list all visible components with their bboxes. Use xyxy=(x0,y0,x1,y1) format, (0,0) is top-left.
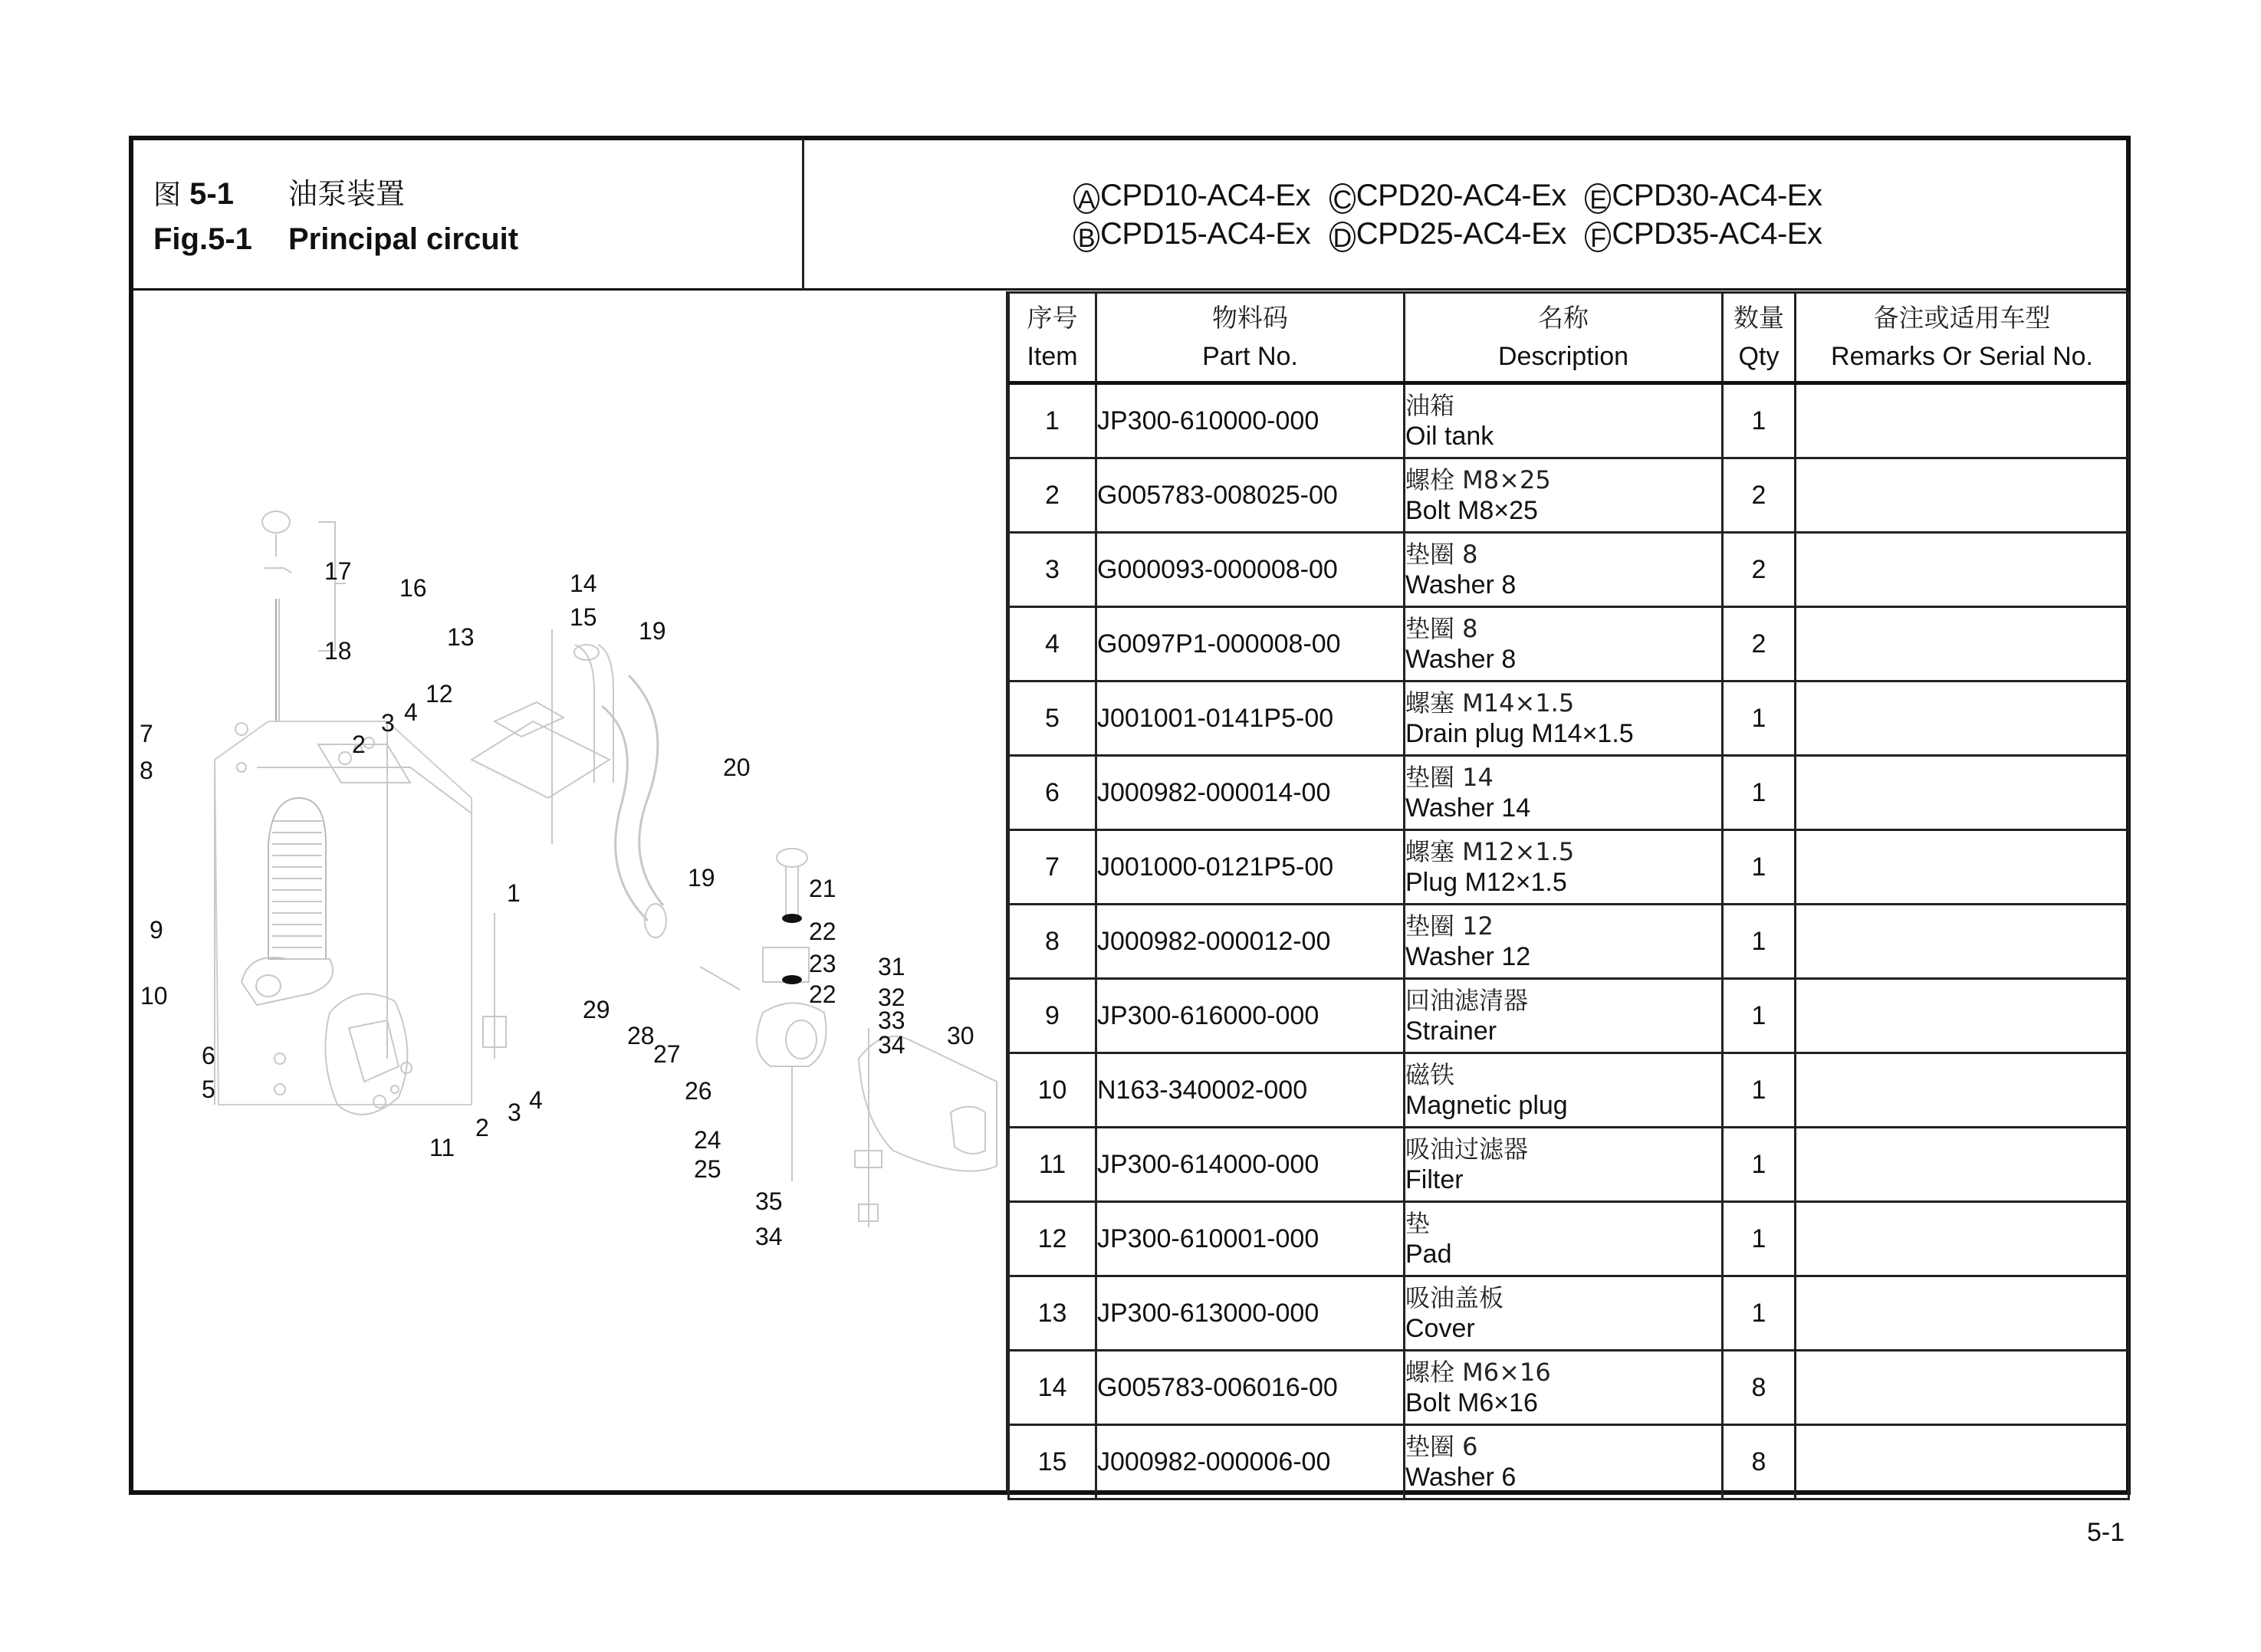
cell-item: 6 xyxy=(1009,756,1096,830)
cell-part-no: N163-340002-000 xyxy=(1096,1053,1405,1128)
model-d xyxy=(1329,215,1566,253)
callout-label: 21 xyxy=(809,875,836,902)
description-cn: 磁铁 xyxy=(1405,1060,1455,1089)
cell-part-no: G0097P1-000008-00 xyxy=(1096,607,1405,681)
circled-letter-icon: A xyxy=(1073,183,1099,214)
cell-item: 10 xyxy=(1009,1053,1096,1128)
cell-qty: 1 xyxy=(1723,1276,1796,1351)
callout-label: 3 xyxy=(508,1099,521,1126)
callout-label: 16 xyxy=(399,574,427,602)
column-header-description xyxy=(1405,293,1723,383)
circled-letter-icon: F xyxy=(1585,222,1611,252)
cell-qty: 1 xyxy=(1723,830,1796,905)
cell-qty: 2 xyxy=(1723,607,1796,681)
table-header-row xyxy=(1009,293,2129,383)
cell-part-no: JP300-614000-000 xyxy=(1096,1128,1405,1202)
cell-remarks xyxy=(1796,1202,2129,1276)
cell-remarks xyxy=(1796,1425,2129,1499)
cell-item: 9 xyxy=(1009,979,1096,1053)
description-cn: 螺塞 M14×1.5 xyxy=(1405,688,1575,718)
callout-label: 5 xyxy=(202,1076,215,1103)
callout-label: 26 xyxy=(685,1077,712,1105)
description-cn: 垫圈 12 xyxy=(1405,911,1494,941)
description-en: Washer 8 xyxy=(1405,570,1517,599)
cell-qty: 8 xyxy=(1723,1425,1796,1499)
cell-remarks xyxy=(1796,979,2129,1053)
cell-remarks xyxy=(1796,1276,2129,1351)
description-cn: 回油滤清器 xyxy=(1405,986,1529,1015)
cell-item: 15 xyxy=(1009,1425,1096,1499)
table-row xyxy=(1009,607,2129,681)
callout-label: 6 xyxy=(202,1042,215,1069)
table-row xyxy=(1009,533,2129,607)
cell-remarks xyxy=(1796,681,2129,756)
cell-part-no: JP300-613000-000 xyxy=(1096,1276,1405,1351)
models-row-1 xyxy=(1073,176,1901,215)
callout-label: 19 xyxy=(639,617,666,645)
description-en: Oil tank xyxy=(1405,422,1494,451)
cell-item: 14 xyxy=(1009,1351,1096,1425)
table-row xyxy=(1009,1276,2129,1351)
header-cn: 数量 xyxy=(1734,303,1784,333)
callout-label: 19 xyxy=(688,864,715,892)
callout-label: 27 xyxy=(653,1040,681,1068)
cell-description xyxy=(1405,905,1723,979)
callout-label: 10 xyxy=(140,982,168,1010)
washer-22-lower xyxy=(782,975,802,984)
callout-label: 31 xyxy=(878,953,905,980)
table-row xyxy=(1009,979,2129,1053)
cell-item: 4 xyxy=(1009,607,1096,681)
cell-qty: 2 xyxy=(1723,533,1796,607)
column-header-part-no xyxy=(1096,293,1405,383)
diagram-drawing xyxy=(134,292,1006,1490)
circled-letter-icon: E xyxy=(1585,183,1611,214)
model-name: CPD25-AC4-Ex xyxy=(1356,217,1566,251)
description-en: Bolt M8×25 xyxy=(1405,496,1538,525)
callout-label: 28 xyxy=(627,1022,655,1049)
description-cn: 垫 xyxy=(1405,1209,1431,1238)
header-cn: 序号 xyxy=(1027,303,1078,333)
callout-label: 8 xyxy=(140,757,153,784)
callout-label: 33 xyxy=(878,1007,905,1034)
cell-item: 3 xyxy=(1009,533,1096,607)
cell-remarks xyxy=(1796,830,2129,905)
table-row xyxy=(1009,383,2129,458)
cell-remarks xyxy=(1796,383,2129,458)
header-cn: 物料码 xyxy=(1212,303,1288,333)
parts-table xyxy=(1007,291,2130,1500)
cell-item: 11 xyxy=(1009,1128,1096,1202)
figure-number-cn: 5-1 xyxy=(189,177,234,211)
title-cn: 油泵装置 xyxy=(288,177,406,211)
table-row xyxy=(1009,681,2129,756)
description-cn: 吸油盖板 xyxy=(1405,1283,1504,1312)
callout-label: 17 xyxy=(324,557,352,585)
header-divider-horizontal xyxy=(129,288,2131,291)
description-en: Washer 12 xyxy=(1405,942,1531,971)
table-row xyxy=(1009,756,2129,830)
description-en: Drain plug M14×1.5 xyxy=(1405,719,1634,748)
circled-letter-icon: C xyxy=(1329,183,1356,214)
figure-title-en xyxy=(153,222,518,257)
cell-part-no: J000982-000006-00 xyxy=(1096,1425,1405,1499)
cell-item: 12 xyxy=(1009,1202,1096,1276)
cell-item: 13 xyxy=(1009,1276,1096,1351)
cell-item: 5 xyxy=(1009,681,1096,756)
figure-label-en: Fig.5-1 xyxy=(153,222,252,256)
cell-remarks xyxy=(1796,607,2129,681)
description-cn: 螺栓 M8×25 xyxy=(1405,465,1551,494)
column-header-remarks xyxy=(1796,293,2129,383)
callout-label: 35 xyxy=(755,1187,783,1215)
description-cn: 吸油过滤器 xyxy=(1405,1135,1529,1164)
cell-qty: 1 xyxy=(1723,905,1796,979)
callout-label: 13 xyxy=(447,623,475,651)
callout-label: 25 xyxy=(694,1155,721,1183)
model-name: CPD10-AC4-Ex xyxy=(1100,179,1311,212)
description-cn: 垫圈 6 xyxy=(1405,1432,1478,1461)
cell-qty: 1 xyxy=(1723,1053,1796,1128)
callout-label: 30 xyxy=(947,1022,974,1049)
callout-label: 18 xyxy=(324,637,352,665)
cell-description xyxy=(1405,681,1723,756)
model-e xyxy=(1585,176,1822,215)
callout-label: 20 xyxy=(723,754,751,781)
model-name: CPD20-AC4-Ex xyxy=(1356,179,1566,212)
callout-label: 2 xyxy=(475,1114,489,1141)
description-cn: 螺栓 M6×16 xyxy=(1405,1358,1551,1387)
cell-qty: 1 xyxy=(1723,1202,1796,1276)
exploded-parts-diagram xyxy=(134,292,1006,1490)
model-name: CPD15-AC4-Ex xyxy=(1100,217,1311,251)
callout-label: 29 xyxy=(583,996,610,1023)
figure-title-cn xyxy=(153,170,405,212)
cell-part-no: J000982-000014-00 xyxy=(1096,756,1405,830)
table-row xyxy=(1009,1425,2129,1499)
callout-label: 1 xyxy=(507,879,521,907)
description-cn: 油箱 xyxy=(1405,391,1455,420)
table-row xyxy=(1009,458,2129,533)
callout-label: 7 xyxy=(140,720,153,747)
description-cn: 垫圈 8 xyxy=(1405,540,1478,569)
callout-label: 22 xyxy=(809,918,836,945)
washer-22-upper xyxy=(782,914,802,923)
figure-label-cn: 图 xyxy=(153,179,182,211)
cell-item: 2 xyxy=(1009,458,1096,533)
cell-description xyxy=(1405,1425,1723,1499)
cell-part-no: J001000-0121P5-00 xyxy=(1096,830,1405,905)
cell-description xyxy=(1405,458,1723,533)
model-name: CPD35-AC4-Ex xyxy=(1612,217,1822,251)
cell-remarks xyxy=(1796,533,2129,607)
cell-item: 8 xyxy=(1009,905,1096,979)
cell-qty: 1 xyxy=(1723,1128,1796,1202)
description-cn: 螺塞 M12×1.5 xyxy=(1405,837,1575,866)
table-row xyxy=(1009,1202,2129,1276)
callout-label: 2 xyxy=(352,731,366,758)
callout-label: 3 xyxy=(381,709,395,737)
cell-description xyxy=(1405,1202,1723,1276)
header-en: Item xyxy=(1027,342,1078,371)
title-en: Principal circuit xyxy=(288,222,519,256)
callout-label: 23 xyxy=(809,950,836,977)
cell-description xyxy=(1405,979,1723,1053)
description-en: Filter xyxy=(1405,1165,1464,1194)
model-c xyxy=(1329,176,1566,215)
model-a xyxy=(1073,176,1310,215)
header-cn: 名称 xyxy=(1538,303,1589,333)
cell-description xyxy=(1405,1276,1723,1351)
header-en: Remarks Or Serial No. xyxy=(1831,342,2093,371)
table-row xyxy=(1009,830,2129,905)
header-en: Part No. xyxy=(1202,342,1298,371)
cell-description xyxy=(1405,607,1723,681)
cell-qty: 1 xyxy=(1723,681,1796,756)
callout-label: 4 xyxy=(529,1086,543,1114)
cell-description xyxy=(1405,830,1723,905)
table-body xyxy=(1009,383,2129,1499)
page-number: 5-1 xyxy=(2087,1518,2125,1547)
description-cn: 垫圈 8 xyxy=(1405,614,1478,643)
cell-qty: 1 xyxy=(1723,756,1796,830)
header-cn: 备注或适用车型 xyxy=(1873,303,2051,333)
description-en: Washer 6 xyxy=(1405,1463,1517,1492)
callout-label: 15 xyxy=(570,603,597,631)
cell-qty: 8 xyxy=(1723,1351,1796,1425)
column-header-qty xyxy=(1723,293,1796,383)
description-en: Cover xyxy=(1405,1314,1475,1343)
cell-description xyxy=(1405,383,1723,458)
cell-part-no: J000982-000012-00 xyxy=(1096,905,1405,979)
column-header-item xyxy=(1009,293,1096,383)
cell-part-no: G000093-000008-00 xyxy=(1096,533,1405,607)
header-divider-vertical xyxy=(802,138,804,290)
cell-part-no: G005783-008025-00 xyxy=(1096,458,1405,533)
circled-letter-icon: B xyxy=(1073,222,1099,252)
circled-letter-icon: D xyxy=(1329,222,1356,252)
cell-part-no: JP300-616000-000 xyxy=(1096,979,1405,1053)
table-row xyxy=(1009,1053,2129,1128)
cell-remarks xyxy=(1796,458,2129,533)
cell-remarks xyxy=(1796,905,2129,979)
description-en: Plug M12×1.5 xyxy=(1405,868,1567,897)
callout-label: 24 xyxy=(694,1126,721,1154)
cell-description xyxy=(1405,1128,1723,1202)
cell-part-no: J001001-0141P5-00 xyxy=(1096,681,1405,756)
callout-label: 11 xyxy=(429,1134,455,1161)
description-en: Pad xyxy=(1405,1240,1452,1269)
callout-label: 34 xyxy=(878,1031,905,1059)
header-en: Qty xyxy=(1738,342,1780,371)
model-name: CPD30-AC4-Ex xyxy=(1612,179,1822,212)
description-en: Bolt M6×16 xyxy=(1405,1388,1538,1417)
cell-description xyxy=(1405,1053,1723,1128)
cell-part-no: JP300-610001-000 xyxy=(1096,1202,1405,1276)
cell-qty: 2 xyxy=(1723,458,1796,533)
description-en: Washer 14 xyxy=(1405,793,1531,823)
table-row xyxy=(1009,905,2129,979)
cell-description xyxy=(1405,533,1723,607)
cell-remarks xyxy=(1796,1351,2129,1425)
cell-item: 7 xyxy=(1009,830,1096,905)
model-f xyxy=(1585,215,1822,253)
description-en: Magnetic plug xyxy=(1405,1091,1568,1120)
model-b xyxy=(1073,215,1310,253)
header-en: Description xyxy=(1497,342,1629,371)
callout-label: 9 xyxy=(150,916,163,944)
description-en: Strainer xyxy=(1405,1016,1497,1046)
cell-remarks xyxy=(1796,756,2129,830)
cell-qty: 1 xyxy=(1723,383,1796,458)
cell-item: 1 xyxy=(1009,383,1096,458)
cell-qty: 1 xyxy=(1723,979,1796,1053)
table-row xyxy=(1009,1128,2129,1202)
callout-label: 22 xyxy=(809,980,836,1008)
cell-remarks xyxy=(1796,1128,2129,1202)
cell-description xyxy=(1405,756,1723,830)
callout-label: 12 xyxy=(426,680,453,708)
cell-remarks xyxy=(1796,1053,2129,1128)
callout-label: 4 xyxy=(404,698,418,726)
callout-label: 32 xyxy=(878,984,905,1011)
cell-description xyxy=(1405,1351,1723,1425)
cell-part-no: JP300-610000-000 xyxy=(1096,383,1405,458)
description-cn: 垫圈 14 xyxy=(1405,763,1494,792)
callout-label: 34 xyxy=(755,1223,783,1250)
table-row xyxy=(1009,1351,2129,1425)
callout-label: 14 xyxy=(570,570,597,597)
cell-part-no: G005783-006016-00 xyxy=(1096,1351,1405,1425)
description-en: Washer 8 xyxy=(1405,645,1517,674)
models-row-2 xyxy=(1073,215,1901,253)
